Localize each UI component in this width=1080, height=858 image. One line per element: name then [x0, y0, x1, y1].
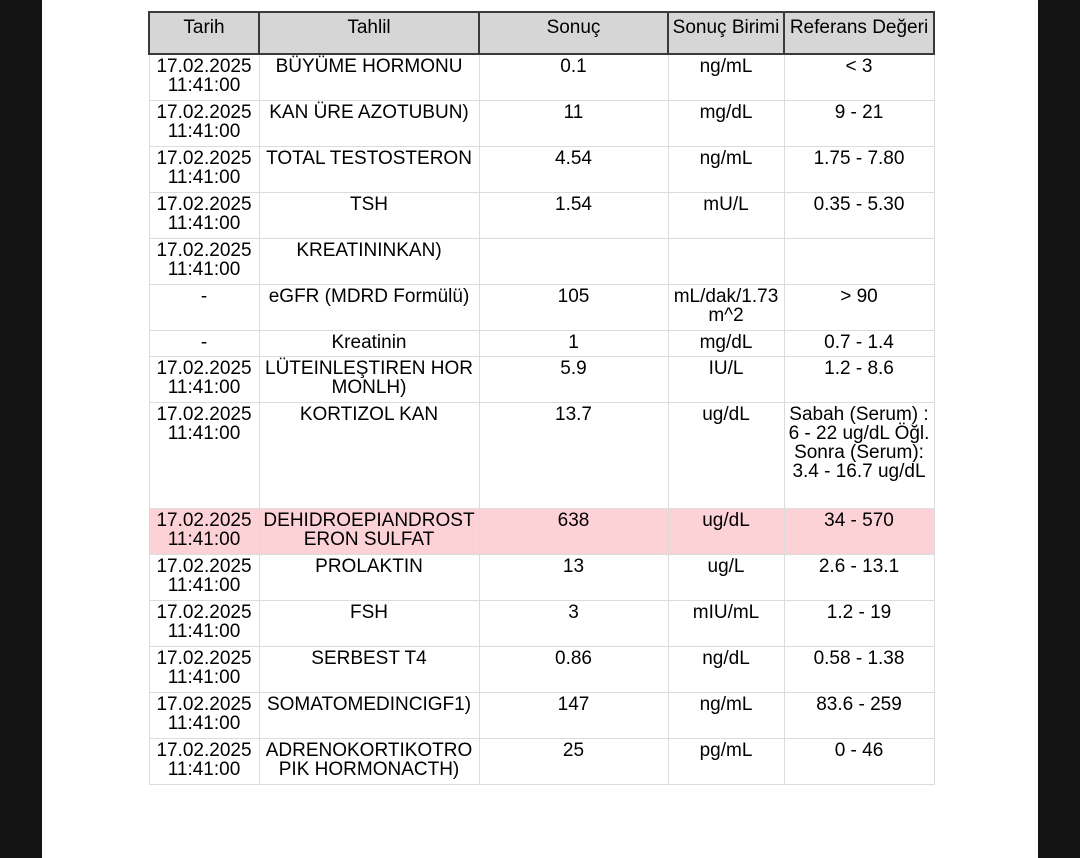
cell-reference: 1.2 - 8.6 — [784, 356, 934, 402]
cell-result: 0.86 — [479, 646, 668, 692]
cell-test: ADRENOKORTIKOTROPIK HORMONACTH) — [259, 738, 479, 784]
cell-result: 638 — [479, 508, 668, 554]
cell-date: 17.02.2025 11:41:00 — [149, 646, 259, 692]
cell-unit: pg/mL — [668, 738, 784, 784]
cell-date: - — [149, 284, 259, 330]
cell-test: FSH — [259, 600, 479, 646]
cell-test: PROLAKTIN — [259, 554, 479, 600]
table-row — [149, 692, 934, 738]
cell-unit: IU/L — [668, 356, 784, 402]
cell-reference: > 90 — [784, 284, 934, 330]
cell-reference: 0.35 - 5.30 — [784, 192, 934, 238]
cell-date: 17.02.2025 11:41:00 — [149, 508, 259, 554]
cell-date: - — [149, 330, 259, 356]
table-row — [149, 738, 934, 784]
cell-unit: ng/mL — [668, 692, 784, 738]
cell-test: SOMATOMEDINCIGF1) — [259, 692, 479, 738]
cell-result: 11 — [479, 100, 668, 146]
cell-reference: < 3 — [784, 54, 934, 100]
table-row — [149, 600, 934, 646]
table-row — [149, 100, 934, 146]
cell-unit: ug/dL — [668, 508, 784, 554]
cell-test: Kreatinin — [259, 330, 479, 356]
cell-reference: Sabah (Serum) : 6 - 22 ug/dL Öğl.Sonra (Serum): 3.4 - 16.7 ug/dL — [784, 402, 934, 508]
cell-result — [479, 238, 668, 284]
cell-result: 13 — [479, 554, 668, 600]
cell-test: SERBEST T4 — [259, 646, 479, 692]
cell-result: 1.54 — [479, 192, 668, 238]
cell-date: 17.02.2025 11:41:00 — [149, 738, 259, 784]
cell-unit: mg/dL — [668, 100, 784, 146]
cell-unit: ng/mL — [668, 54, 784, 100]
cell-date: 17.02.2025 11:41:00 — [149, 554, 259, 600]
cell-test: LÜTEINLEŞTIREN HORMONLH) — [259, 356, 479, 402]
table-row — [149, 402, 934, 508]
cell-reference: 0.7 - 1.4 — [784, 330, 934, 356]
table-header-row — [149, 12, 934, 54]
cell-reference: 1.2 - 19 — [784, 600, 934, 646]
cell-result: 105 — [479, 284, 668, 330]
header-result: Sonuç — [479, 12, 668, 54]
table-row — [149, 330, 934, 356]
cell-test: DEHIDROEPIANDROSTERON SULFAT — [259, 508, 479, 554]
cell-test: BÜYÜME HORMONU — [259, 54, 479, 100]
cell-result: 13.7 — [479, 402, 668, 508]
cell-reference: 83.6 - 259 — [784, 692, 934, 738]
table-row — [149, 238, 934, 284]
table-row — [149, 146, 934, 192]
cell-unit: mg/dL — [668, 330, 784, 356]
cell-date: 17.02.2025 11:41:00 — [149, 54, 259, 100]
cell-result: 5.9 — [479, 356, 668, 402]
cell-unit: ng/mL — [668, 146, 784, 192]
table-row — [149, 192, 934, 238]
cell-unit: mIU/mL — [668, 600, 784, 646]
cell-result: 147 — [479, 692, 668, 738]
cell-reference: 34 - 570 — [784, 508, 934, 554]
table-row — [149, 554, 934, 600]
table-row-flagged — [149, 508, 934, 554]
cell-test: KAN ÜRE AZOTUBUN) — [259, 100, 479, 146]
cell-date: 17.02.2025 11:41:00 — [149, 100, 259, 146]
cell-unit: mU/L — [668, 192, 784, 238]
cell-test: TSH — [259, 192, 479, 238]
table-row — [149, 284, 934, 330]
cell-reference: 1.75 - 7.80 — [784, 146, 934, 192]
cell-result: 3 — [479, 600, 668, 646]
cell-unit — [668, 238, 784, 284]
cell-reference: 2.6 - 13.1 — [784, 554, 934, 600]
header-unit: Sonuç Birimi — [668, 12, 784, 54]
cell-date: 17.02.2025 11:41:00 — [149, 146, 259, 192]
lab-results-table — [148, 11, 935, 785]
cell-test: KORTIZOL KAN — [259, 402, 479, 508]
cell-date: 17.02.2025 11:41:00 — [149, 356, 259, 402]
table-row — [149, 646, 934, 692]
cell-test: eGFR (MDRD Formülü) — [259, 284, 479, 330]
cell-reference — [784, 238, 934, 284]
header-reference: Referans Değeri — [784, 12, 934, 54]
cell-result: 1 — [479, 330, 668, 356]
cell-unit: mL/dak/1.73 m^2 — [668, 284, 784, 330]
header-test: Tahlil — [259, 12, 479, 54]
cell-date: 17.02.2025 11:41:00 — [149, 600, 259, 646]
cell-result: 4.54 — [479, 146, 668, 192]
cell-result: 25 — [479, 738, 668, 784]
header-date: Tarih — [149, 12, 259, 54]
cell-date: 17.02.2025 11:41:00 — [149, 402, 259, 508]
table-row — [149, 54, 934, 100]
cell-reference: 9 - 21 — [784, 100, 934, 146]
cell-result: 0.1 — [479, 54, 668, 100]
cell-date: 17.02.2025 11:41:00 — [149, 692, 259, 738]
cell-test: KREATININKAN) — [259, 238, 479, 284]
cell-unit: ug/dL — [668, 402, 784, 508]
cell-date: 17.02.2025 11:41:00 — [149, 238, 259, 284]
cell-test: TOTAL TESTOSTERON — [259, 146, 479, 192]
cell-date: 17.02.2025 11:41:00 — [149, 192, 259, 238]
cell-unit: ng/dL — [668, 646, 784, 692]
table-row — [149, 356, 934, 402]
cell-reference: 0.58 - 1.38 — [784, 646, 934, 692]
cell-unit: ug/L — [668, 554, 784, 600]
cell-reference: 0 - 46 — [784, 738, 934, 784]
report-page — [42, 0, 1038, 858]
